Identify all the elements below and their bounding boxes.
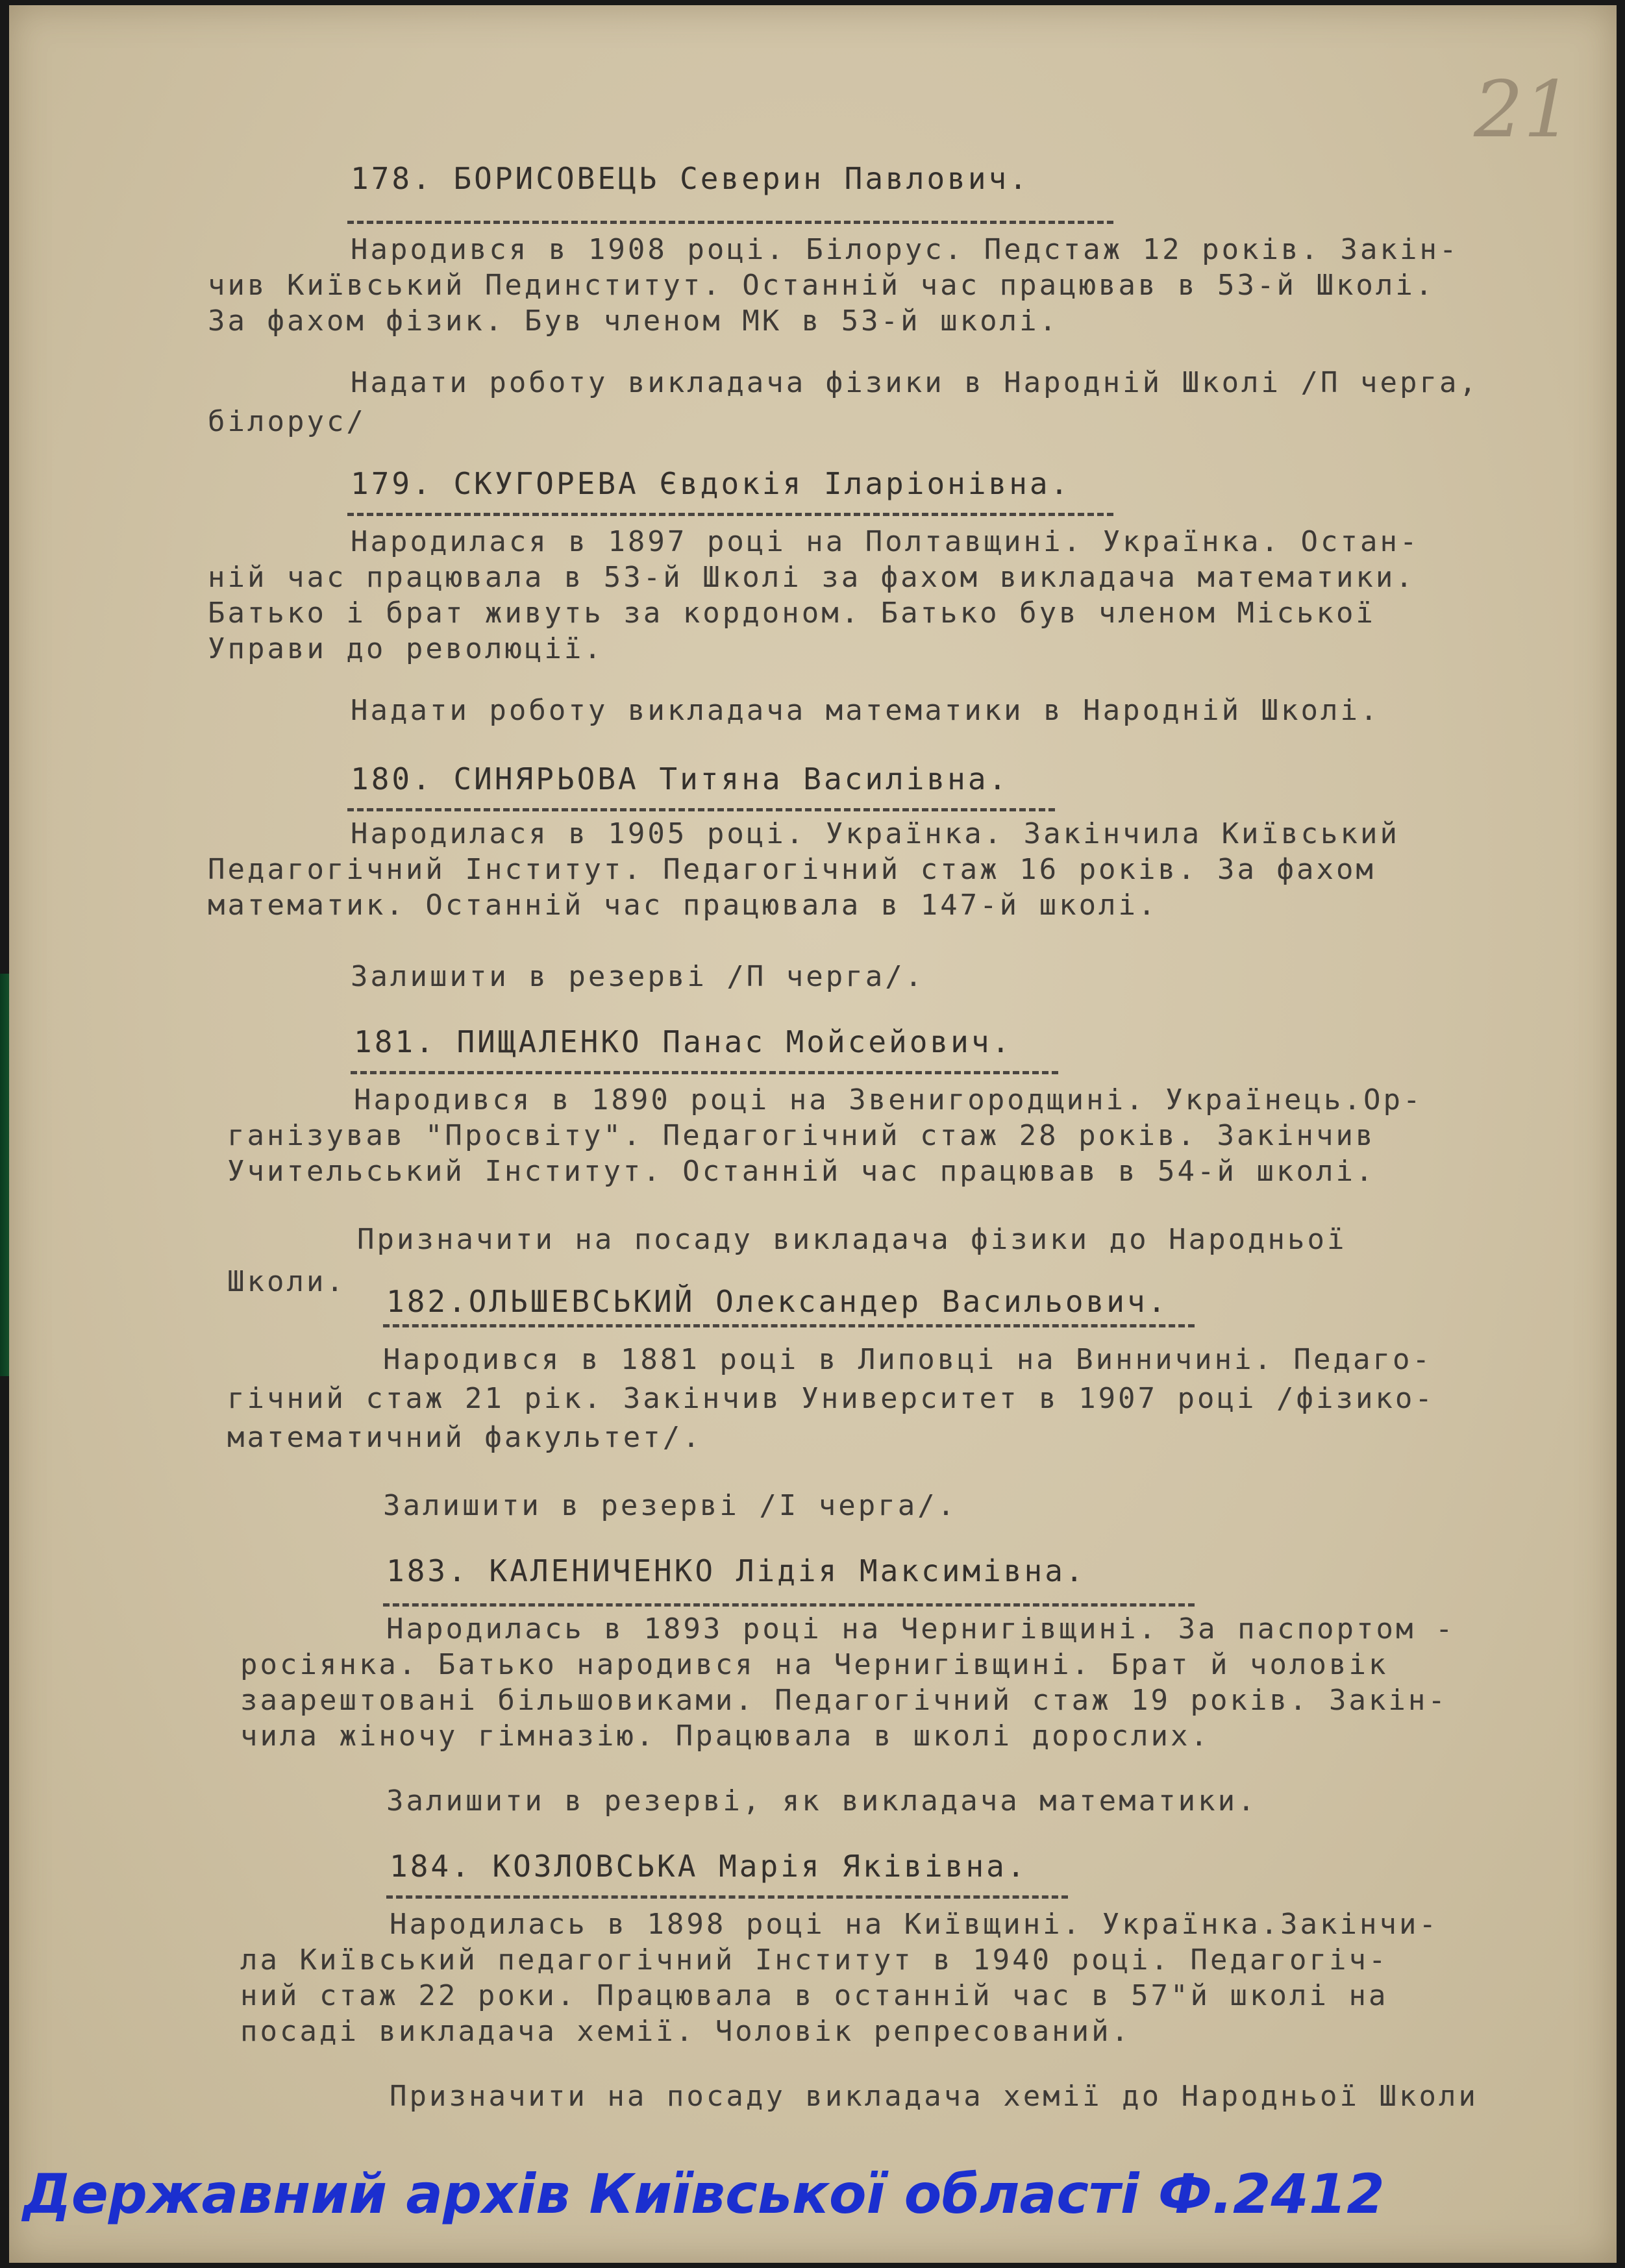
heading-underline [383, 1324, 1195, 1327]
heading-underline [347, 221, 1113, 224]
entry-text-line: заарештовані більшовиками. Педагогічний стаж 19 років. Закін- [240, 1684, 1448, 1717]
entry-text-line: Народилась в 1898 році на Київщині. Українка.Закінчи- [390, 1908, 1439, 1941]
entry-text-line: Народився в 1881 році в Липовці на Винничині. Педаго- [383, 1343, 1432, 1376]
entry-decision-line: Надати роботу викладача математики в Народній Школі. [351, 694, 1380, 727]
entry-text-line: Народилась в 1893 році на Чернигівщині. За паспортом - [386, 1612, 1456, 1646]
entry-text-line: ний стаж 22 роки. Працювала в останній час в 57"й школі на [240, 1979, 1389, 2012]
entry-decision-line: білорус/ [208, 405, 366, 438]
entry-decision-line: Призначити на посаду викладача хемії до Народньої Школи [390, 2080, 1478, 2113]
page-number: 21 [1474, 65, 1573, 155]
entry-text-line: Батько і брат живуть за кордоном. Батько був членом Міської [208, 597, 1376, 630]
entry-text-line: гічний стаж 21 рік. Закінчив Университет в 1907 році /фізико- [227, 1382, 1435, 1415]
entry-text-line: Народився в 1908 році. Білорус. Педстаж 12 років. Закін- [351, 233, 1459, 266]
entry-heading: 183. КАЛЕНИЧЕНКО Лідія Максимівна. [386, 1553, 1086, 1588]
entry-text-line: Педагогічний Інститут. Педагогічний стаж 16 років. За фахом [208, 853, 1376, 886]
entry-heading: 184. КОЗЛОВСЬКА Марія Яківівна. [390, 1849, 1028, 1884]
entry-text-line: ній час працювала в 53-й Школі за фахом викладача математики. [208, 561, 1415, 594]
heading-underline [347, 808, 1055, 811]
heading-underline [351, 1071, 1058, 1074]
entry-text-line: чив Київський Пединститут. Останній час працював в 53-й Школі. [208, 269, 1435, 302]
entry-decision-line: Надати роботу викладача фізики в Народній Школі /П черга, [351, 366, 1479, 399]
heading-underline [383, 1603, 1195, 1607]
entry-text-line: посаді викладача хемії. Чоловік репресований. [240, 2015, 1132, 2048]
entry-text-line: За фахом фізик. Був членом МК в 53-й школі. [208, 304, 1060, 338]
entry-decision-line: Залишити в резерві /І черга/. [383, 1489, 958, 1522]
entry-heading: 178. БОРИСОВЕЦЬ Северин Павлович. [351, 161, 1030, 196]
entry-decision-line: Залишити в резерві /П черга/. [351, 960, 925, 993]
archive-caption: Державний архів Київської області Ф.2412 [23, 2162, 1385, 2226]
entry-heading: 179. СКУГОРЕВА Євдокія Іларіонівна. [351, 466, 1071, 501]
heading-underline [347, 513, 1113, 516]
heading-underline [386, 1895, 1068, 1899]
entry-text-line: Учительський Інститут. Останній час працював в 54-й школі. [227, 1155, 1376, 1188]
entry-text-line: чила жіночу гімназію. Працювала в школі дорослих. [240, 1719, 1211, 1753]
entry-heading: 181. ПИЩАЛЕНКО Панас Мойсейович. [354, 1024, 1013, 1059]
entry-heading: 180. СИНЯРЬОВА Титяна Василівна. [351, 761, 1010, 796]
entry-heading: 182.ОЛЬШЕВСЬКИЙ Олександер Васильович. [386, 1284, 1169, 1319]
entry-text-line: математичний факультет/. [227, 1421, 702, 1454]
entry-text-line: Народилася в 1905 році. Українка. Закінчила Київський [351, 817, 1400, 850]
entry-text-line: росіянка. Батько народився на Чернигівщині. Брат й чоловік [240, 1648, 1389, 1681]
entry-decision-line: Залишити в резерві, як викладача математики. [386, 1784, 1258, 1818]
entry-text-line: Народився в 1890 році на Звенигородщині. Українець.Ор- [354, 1083, 1423, 1116]
entry-text-line: ла Київський педагогічний Інститут в 1940 році. Педагогіч- [240, 1943, 1389, 1977]
entry-text-line: математик. Останній час працювала в 147-й школі. [208, 889, 1158, 922]
entry-text-line: ганізував "Просвіту". Педагогічний стаж 28 років. Закінчив [227, 1119, 1376, 1152]
entry-text-line: Народилася в 1897 році на Полтавщині. Українка. Остан- [351, 525, 1420, 558]
entry-decision-line: Школи. [227, 1265, 346, 1298]
entry-decision-line: Призначити на посаду викладача фізики до Народньої [357, 1223, 1347, 1256]
entry-text-line: Управи до революції. [208, 632, 604, 665]
